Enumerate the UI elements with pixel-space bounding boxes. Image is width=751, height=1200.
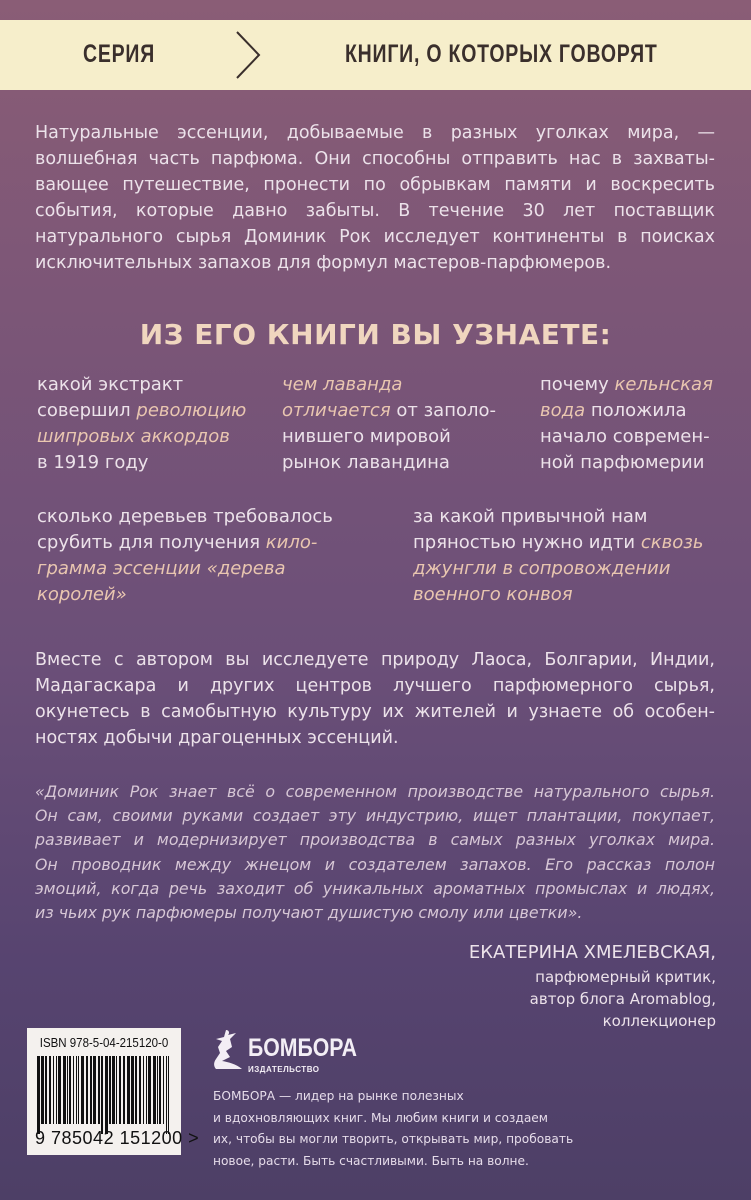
text-line: [282, 450, 496, 476]
text-segment: сколько деревьев требовалось: [37, 506, 333, 527]
highlight-text: чем лаванда: [282, 374, 403, 395]
attribution-role: коллекционер: [602, 1012, 716, 1030]
barcode-bar: [135, 1056, 137, 1124]
barcode-bar: [157, 1056, 158, 1124]
barcode-bar: [56, 1056, 57, 1124]
text-line: события, которые давно забыты. В течение 30 лет поставщик: [35, 201, 715, 221]
text-line: [37, 424, 246, 450]
barcode-bar: [131, 1056, 134, 1124]
barcode-bar: [67, 1056, 68, 1124]
text-segment: в 1919 году: [37, 452, 149, 473]
highlight-text: вода: [540, 400, 586, 421]
body-paragraph: [35, 647, 715, 751]
learn-item-3: [540, 372, 713, 476]
text-line: развивает и модернизирует производства в самых разных уголках мира.: [35, 830, 715, 850]
highlight-text: кило-: [265, 532, 318, 553]
text-line: эмоций, когда речь заходит об уникальных ароматных промыслах и людях,: [35, 878, 715, 898]
barcode-bar: [143, 1056, 144, 1124]
barcode-bars: [35, 1056, 175, 1134]
quote-attribution: [469, 940, 716, 1032]
barcode-bar: [37, 1056, 40, 1134]
attribution-role: автор блога Aromablog,: [529, 990, 716, 1008]
learn-heading: ИЗ ЕГО КНИГИ ВЫ УЗНАЕТЕ:: [139, 318, 612, 351]
intro-paragraph: [35, 120, 715, 276]
highlight-text: революцию: [136, 400, 247, 421]
text-line: натурального сырья Доминик Рок исследует континенты в поисках: [35, 227, 715, 247]
text-line: Он проводник между жнецом и создателем запахов. Его рассказ полон: [35, 854, 715, 874]
text-line: Мадагаскара и других центров лучшего парфюмерного сырья,: [35, 676, 715, 696]
barcode-bar: [146, 1056, 147, 1124]
publisher-logo: [212, 1028, 357, 1078]
text-line: вающее путешествие, пронести по обрывкам памяти и воскресить: [35, 175, 715, 195]
text-segment: за какой привычной нам: [413, 506, 648, 527]
publisher-description: [213, 1086, 573, 1172]
barcode-bar: [41, 1056, 44, 1124]
isbn-barcode: [27, 1028, 200, 1155]
text-line: исключительных запахов для формул мастеров-парфюмеров.: [35, 253, 612, 273]
highlight-text: сквозь: [640, 532, 704, 553]
text-line: Вместе с автором вы исследуете природу Лаоса, Болгарии, Индии,: [35, 650, 715, 670]
attribution-role: парфюмерный критик,: [535, 968, 716, 986]
text-line: окунетесь в самобытную культуру их жителей и узнаете об особен-: [35, 702, 715, 722]
text-line: волшебная часть парфюма. Они способны отправить нас в захваты-: [35, 149, 715, 169]
text-line: [540, 372, 713, 398]
text-segment: срубить для получения: [37, 532, 266, 553]
text-line: [282, 372, 496, 398]
publisher-text-line: и вдохновляющих книг. Мы любим книги и создаем: [213, 1110, 548, 1125]
barcode-bar: [163, 1056, 164, 1124]
publisher-subtitle: ИЗДАТЕЛЬСТВО: [248, 1065, 320, 1074]
highlight-text: отличается: [282, 400, 391, 421]
text-segment: пряностью нужно идти: [413, 532, 641, 553]
publisher-text-line: новое, расти. Быть счастливыми. Быть на волне.: [213, 1153, 529, 1168]
publisher-name: БОМБОРА: [248, 1034, 357, 1062]
text-line: [413, 582, 703, 608]
text-line: [540, 450, 713, 476]
barcode-bar: [63, 1056, 66, 1124]
text-segment: ной парфюмерии: [540, 452, 705, 473]
learn-item-1: [37, 372, 246, 476]
text-line: [413, 504, 703, 530]
barcode-bar: [159, 1056, 161, 1124]
barcode-bar: [139, 1056, 141, 1124]
text-line: из чьих рук парфюмеры получают душистую смолу или цветки».: [35, 903, 583, 923]
series-label: СЕРИЯ: [83, 40, 156, 68]
highlight-text: кельнская: [614, 374, 713, 395]
text-line: [540, 398, 713, 424]
text-line: [282, 398, 496, 424]
text-line: [413, 556, 703, 582]
highlight-text: грамма эссенции «дерева: [37, 558, 286, 579]
chevron-right-icon: [233, 30, 263, 80]
barcode-bar: [105, 1056, 108, 1134]
attribution-name: ЕКАТЕРИНА ХМЕЛЕВСКАЯ,: [468, 942, 716, 963]
barcode-bar: [73, 1056, 74, 1124]
highlight-text: королей»: [37, 584, 127, 605]
publisher-text-line: БОМБОРА — лидер на рынке полезных: [213, 1089, 464, 1103]
text-segment: нившего мировой: [282, 426, 451, 447]
barcode-digits: 9 785042 151200 >: [35, 1128, 200, 1148]
learn-item-5: [413, 504, 703, 608]
text-line: [37, 504, 333, 530]
text-line: [37, 450, 246, 476]
barcode-bar: [123, 1056, 125, 1124]
highlight-text: военного конвоя: [413, 584, 573, 605]
text-segment: положила: [585, 400, 687, 421]
review-quote: [35, 780, 715, 925]
text-line: [413, 530, 703, 556]
text-segment: совершил: [37, 400, 137, 421]
isbn-text: ISBN 978-5-04-215120-0: [39, 1036, 169, 1050]
highlight-text: шипровых аккордов: [37, 426, 230, 447]
barcode-bar: [78, 1056, 79, 1124]
text-line: [282, 424, 496, 450]
text-segment: от заполо-: [390, 400, 496, 421]
barcode-bar: [127, 1056, 130, 1124]
barcode-bar: [81, 1056, 84, 1124]
text-line: [540, 424, 713, 450]
text-line: [37, 372, 246, 398]
barcode-bar: [90, 1056, 92, 1124]
text-segment: какой экстракт: [37, 374, 184, 395]
barcode-bar: [49, 1056, 51, 1124]
text-line: Он сам, своими руками создает эту индустрию, ищет плантации, покупает,: [35, 806, 715, 826]
barcode-bar: [112, 1056, 115, 1124]
barcode-bar: [168, 1056, 169, 1134]
barcode-bar: [76, 1056, 77, 1124]
text-segment: начало современ-: [540, 426, 710, 447]
text-line: ностях добычи драгоценных эссенций.: [35, 728, 399, 748]
barcode-bar: [45, 1056, 47, 1124]
text-segment: почему: [540, 374, 615, 395]
barcode-bar: [166, 1056, 167, 1134]
barcode-bar: [153, 1056, 156, 1124]
text-line: [37, 398, 246, 424]
text-line: [37, 582, 333, 608]
barcode-bar: [148, 1056, 151, 1124]
barcode-bar: [58, 1056, 61, 1124]
text-line: [37, 530, 333, 556]
barcode-bar: [69, 1056, 71, 1124]
text-line: Натуральные эссенции, добываемые в разных уголках мира, —: [35, 123, 715, 143]
barcode-bar: [53, 1056, 54, 1124]
series-banner: [0, 20, 751, 90]
barcode-bar: [116, 1056, 117, 1124]
barcode-bar: [98, 1056, 100, 1124]
text-line: «Доминик Рок знает всё о современном производстве натурального сырья.: [35, 782, 715, 801]
barcode-bar: [93, 1056, 96, 1124]
barcode-bar: [109, 1056, 111, 1124]
bombora-figure-icon: [212, 1028, 246, 1074]
learn-item-4: [37, 504, 333, 608]
barcode-bar: [119, 1056, 121, 1124]
barcode-bar: [101, 1056, 103, 1134]
learn-item-2: [282, 372, 496, 476]
series-name: КНИГИ, О КОТОРЫХ ГОВОРЯТ: [345, 40, 658, 68]
barcode-bar: [86, 1056, 88, 1124]
publisher-text-line: их, чтобы вы могли творить, открывать мир, пробовать: [213, 1132, 574, 1146]
highlight-text: джунгли в сопровождении: [413, 558, 671, 579]
text-segment: рынок лавандина: [282, 452, 450, 473]
text-line: [37, 556, 333, 582]
